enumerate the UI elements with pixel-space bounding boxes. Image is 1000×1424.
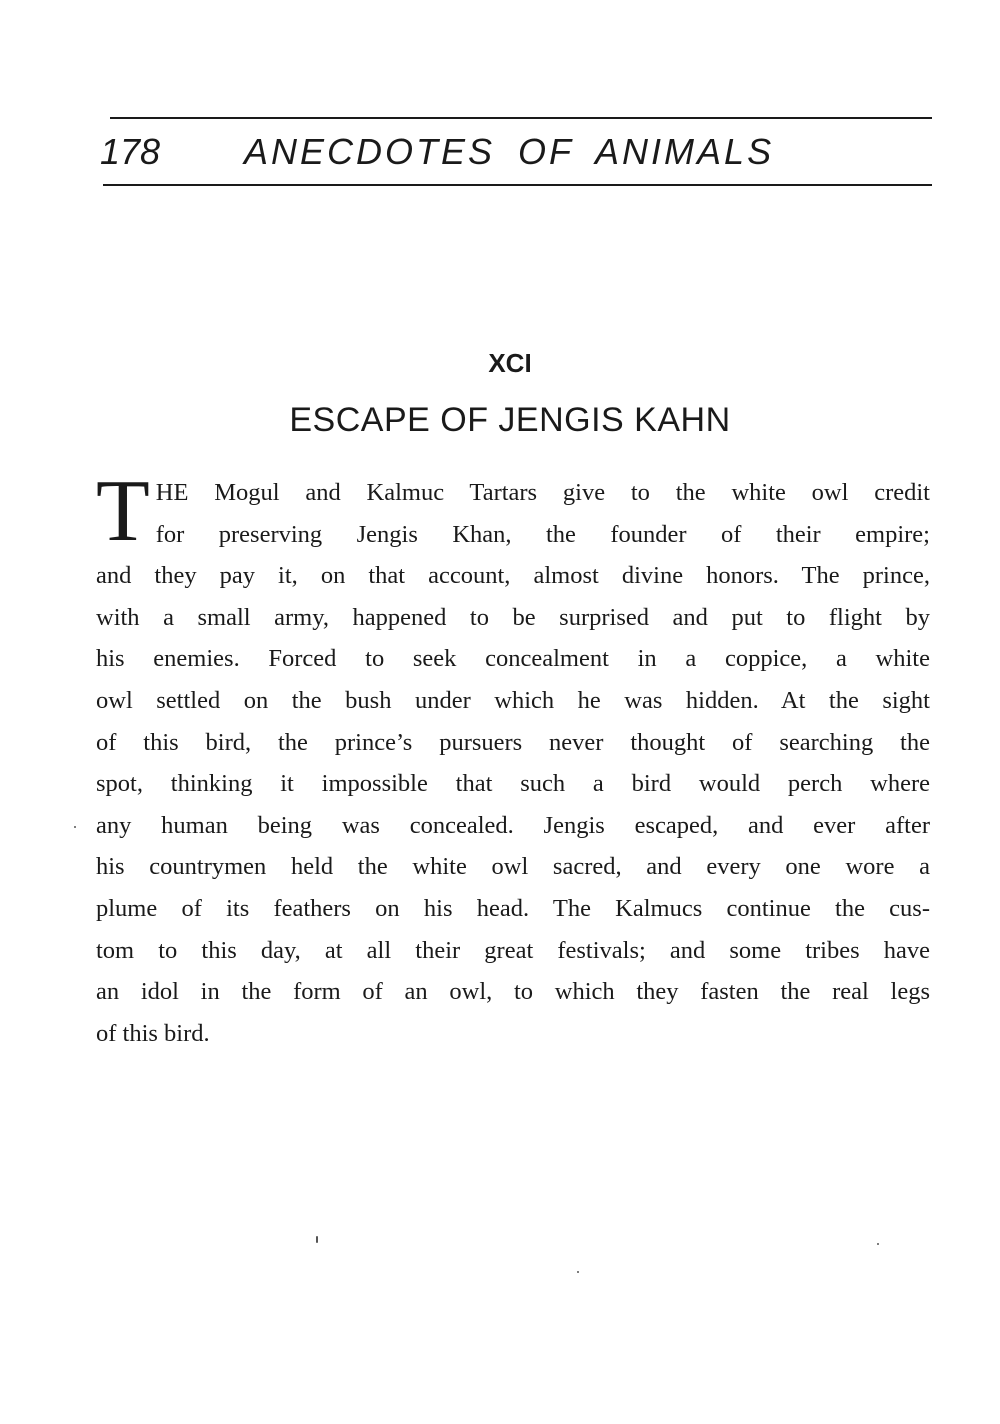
text-line: of this bird, the prince’s pursuers never thought of searching the: [96, 728, 930, 756]
text-line: with a small army, happened to be surprised and put to flight by: [96, 603, 930, 631]
chapter-number: XCI: [488, 348, 532, 378]
scan-speck: [316, 1236, 318, 1243]
text-line: of this bird.: [96, 1019, 210, 1047]
running-head: [0, 124, 1000, 180]
text-line: spot, thinking it impossible that such a bird would perch where: [96, 770, 930, 798]
text-line: owl settled on the bush under which he was hidden. At the sight: [96, 686, 930, 714]
text-line: tom to this day, at all their great festivals; and some tribes have: [96, 936, 930, 964]
text-line: his enemies. Forced to seek concealment in a coppice, a white: [96, 645, 930, 673]
text-line: his countrymen held the white owl sacred, and every one wore a: [96, 853, 930, 881]
running-title: ANECDOTES OF ANIMALS: [244, 131, 775, 172]
body-paragraph: [96, 463, 930, 1054]
text-line: any human being was concealed. Jengis escaped, and ever after: [96, 811, 930, 839]
text-line: for preserving Jengis Khan, the founder of their empire;: [155, 520, 930, 548]
chapter-title: ESCAPE OF JENGIS KAHN: [289, 401, 731, 439]
scan-speck: [74, 826, 76, 828]
scan-speck: [577, 1271, 579, 1273]
text-line: and they pay it, on that account, almost divine honors. The prince,: [96, 562, 930, 590]
header-top-rule: [110, 117, 932, 119]
text-line: HE Mogul and Kalmuc Tartars give to the white owl credit: [155, 479, 930, 506]
header-bottom-rule: [103, 184, 932, 186]
scan-speck: [877, 1243, 879, 1245]
page-number: 178: [100, 131, 161, 172]
text-line: an idol in the form of an owl, to which they fasten the real legs: [96, 978, 930, 1006]
text-line: plume of its feathers on his head. The Kalmucs continue the cus-: [96, 894, 930, 922]
drop-cap: T: [96, 463, 150, 560]
